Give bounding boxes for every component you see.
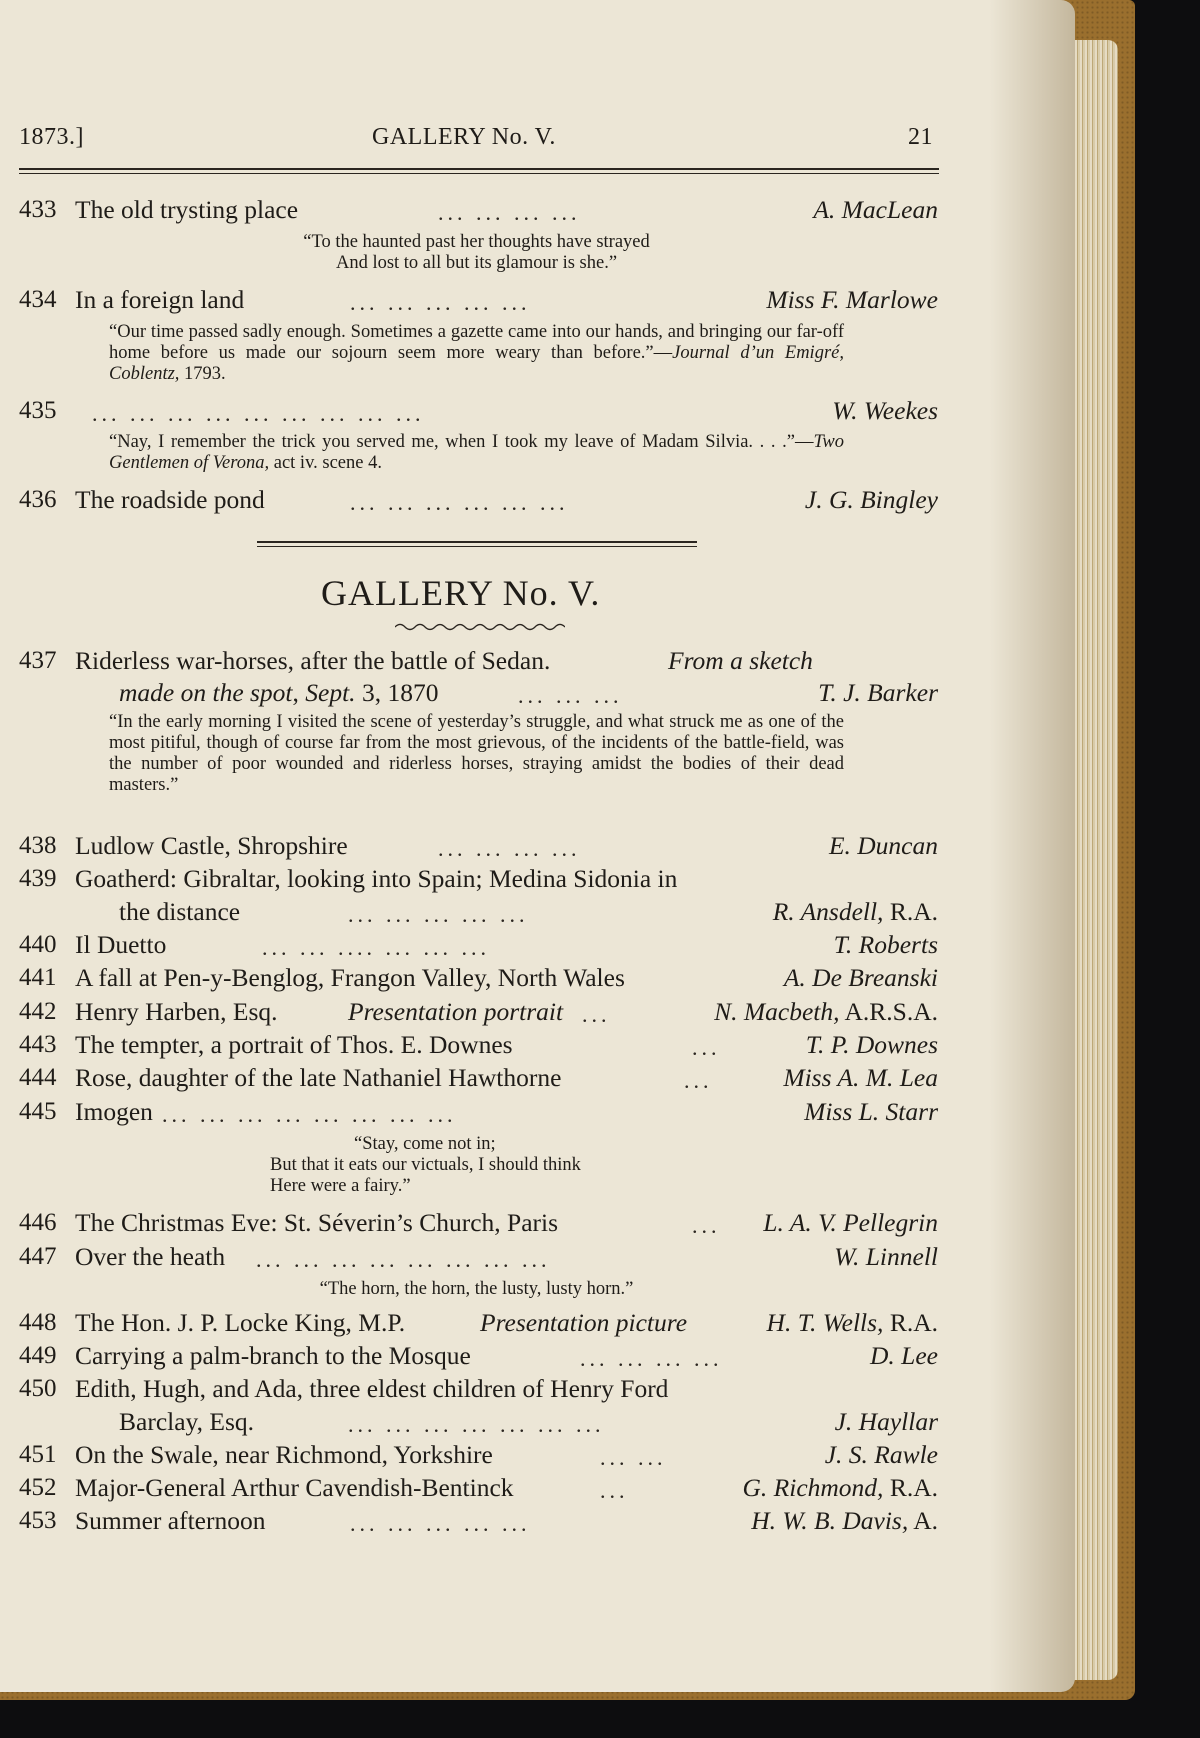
artist-suffix: A.R.S.A.: [839, 997, 938, 1026]
quote-line: “To the haunted past her thoughts have strayed: [303, 232, 650, 252]
entry-number: 449: [19, 1342, 57, 1369]
entry-number: 443: [19, 1031, 57, 1058]
entry-artist: [743, 1473, 939, 1503]
leader-dots: ... ... ... ...: [438, 200, 581, 225]
entry-number: 435: [19, 397, 57, 424]
entry-title: Goatherd: Gibraltar, looking into Spain; Medina Sidonia in: [75, 864, 678, 893]
quote-text: “Nay, I remember the trick you served me, when I took my leave of Madam Silvia. . . .”—: [109, 432, 814, 452]
entry-artist: Miss L. Starr: [804, 1097, 938, 1126]
leader-dots: ... ... ... ... ...: [350, 1511, 531, 1536]
quote-line: And lost to all but its glamour is she.”: [335, 253, 618, 273]
entry-artist: E. Duncan: [828, 831, 938, 860]
leader-dots: ... ... ... ... ... ... ...: [348, 1412, 605, 1437]
entry-number: 446: [19, 1209, 57, 1236]
leader-dots: ... ... ... ...: [438, 836, 581, 861]
entry-number: 438: [19, 832, 57, 859]
header-rule: [19, 168, 939, 170]
entry-artist: [714, 997, 938, 1027]
leader-dots: ... ... ... ... ...: [350, 290, 531, 315]
entry-quote: “In the early morning I visited the scene of yesterday’s struggle, and what struck me as one of the most pitiful, though of course far from the most grievous, of the incidents of the battle-field, was the number of poor wounded and riderless horses, straying amidst the bodies of their dead masters.”: [109, 712, 844, 795]
quote-text: “Our time passed sadly enough. Sometimes a gazette came into our hands, and bringing our far-off home before us made our sojourn seem more weary than before.”—: [109, 322, 844, 363]
entry-title: A fall at Pen-y-Benglog, Frangon Valley, North Wales: [75, 963, 625, 992]
entry-number: 434: [19, 286, 57, 313]
entry-continuation: the distance: [119, 897, 241, 926]
leader-dots: ...: [692, 1035, 721, 1060]
quote-line: Here were a fairy.”: [270, 1176, 411, 1196]
entry-title: Rose, daughter of the late Nathaniel Hawthorne: [75, 1063, 562, 1092]
leader-dots: ...: [692, 1213, 721, 1238]
entry-continuation: [119, 678, 438, 708]
entry-artist: Miss F. Marlowe: [766, 285, 938, 314]
heading-ornament: [395, 622, 565, 632]
quote-line: “Stay, come not in;: [354, 1134, 496, 1154]
leader-dots: ... ... ... ... ... ... ... ...: [162, 1102, 457, 1127]
entry-artist: A. MacLean: [813, 195, 938, 224]
entry-title: Ludlow Castle, Shropshire: [75, 831, 348, 860]
entry-artist: J. Hayllar: [834, 1407, 938, 1436]
artist-name: N. Macbeth,: [714, 997, 840, 1026]
quote-tail: act iv. scene 4.: [269, 453, 382, 473]
artist-suffix: R.A.: [883, 897, 938, 926]
artist-name: H. W. B. Davis,: [751, 1506, 909, 1535]
entry-title: Imogen: [75, 1097, 153, 1126]
entry-number: 451: [19, 1441, 57, 1468]
entry-quote: [109, 1279, 844, 1300]
artist-name: G. Richmond,: [742, 1473, 884, 1502]
leader-dots: ... ... ... ... ... ... ... ... ...: [92, 401, 425, 426]
entry-number: 448: [19, 1309, 57, 1336]
entry-title: The tempter, a portrait of Thos. E. Downes: [75, 1030, 513, 1059]
entry-quote: [260, 1134, 710, 1197]
entry-title: The old trysting place: [75, 195, 299, 224]
leader-dots: ... ... .... ... ... ...: [262, 935, 490, 960]
entry-artist: A. De Breanski: [783, 963, 938, 992]
section-heading: GALLERY No. V.: [321, 573, 601, 613]
entry-number: 436: [19, 486, 57, 513]
cont-italic: made on the spot: [119, 678, 293, 707]
leader-dots: ... ... ... ... ...: [348, 902, 529, 927]
entry-title: In a foreign land: [75, 285, 245, 314]
header-rule-thin: [19, 173, 939, 174]
entry-quote: [109, 232, 844, 274]
entry-artist: L. A. V. Pellegrin: [763, 1208, 938, 1237]
cont-tail: 3, 1870: [355, 678, 439, 707]
entry-title: The Christmas Eve: St. Séverin’s Church, Paris: [75, 1208, 559, 1237]
quote-source: Two Gentlemen of Verona,: [109, 432, 844, 473]
entry-artist: [751, 1506, 938, 1536]
cont-italic: Sept.: [305, 678, 356, 707]
cont-mid: ,: [292, 678, 306, 707]
artist-suffix: R.A.: [883, 1473, 938, 1502]
quote-source: Journal d’un Emigré, Coblentz,: [109, 343, 844, 384]
artist-suffix: R.A.: [883, 1308, 938, 1337]
entry-title: The Hon. J. P. Locke King, M.P.: [75, 1308, 406, 1337]
leader-dots: ... ... ...: [518, 683, 623, 708]
entry-title: On the Swale, near Richmond, Yorkshire: [75, 1440, 493, 1469]
entry-title: Edith, Hugh, and Ada, three eldest children of Henry Ford: [75, 1374, 669, 1403]
artist-suffix: A.: [908, 1506, 938, 1535]
entry-artist: W. Linnell: [834, 1242, 938, 1271]
entry-number: 433: [19, 196, 57, 223]
entry-quote: [109, 432, 844, 474]
entry-number: 452: [19, 1474, 57, 1501]
entry-continuation: Barclay, Esq.: [119, 1407, 255, 1436]
entry-title-italic: From a sketch: [668, 646, 813, 675]
entry-title: Carrying a palm-branch to the Mosque: [75, 1341, 471, 1370]
leader-dots: ...: [600, 1478, 629, 1503]
artist-name: R. Ansdell,: [772, 897, 884, 926]
section-rule-thin: [257, 546, 697, 547]
entry-number: 439: [19, 865, 57, 892]
entry-number: 442: [19, 998, 57, 1025]
leader-dots: ...: [684, 1068, 713, 1093]
entry-title: Riderless war-horses, after the battle of Sedan.: [75, 646, 551, 675]
entry-number: 453: [19, 1507, 57, 1534]
quote-line: “The horn, the horn, the lusty, lusty horn.”: [319, 1279, 634, 1299]
entry-artist: T. Roberts: [833, 930, 938, 959]
section-rule: [257, 541, 697, 543]
quote-line: But that it eats our victuals, I should think: [270, 1155, 581, 1175]
entry-title: Major-General Arthur Cavendish-Bentinck: [75, 1473, 514, 1502]
entry-artist: Miss A. M. Lea: [783, 1063, 938, 1092]
entry-title-italic: Presentation picture: [480, 1308, 688, 1337]
entry-artist: J. G. Bingley: [804, 485, 938, 514]
entry-artist: T. J. Barker: [818, 678, 938, 707]
entry-number: 445: [19, 1098, 57, 1125]
artist-name: H. T. Wells,: [766, 1308, 884, 1337]
entry-artist: D. Lee: [870, 1341, 938, 1370]
leader-dots: ... ... ... ... ... ... ... ...: [256, 1247, 551, 1272]
entry-number: 447: [19, 1243, 57, 1270]
leader-dots: ...: [582, 1002, 611, 1027]
leader-dots: ... ... ... ...: [580, 1346, 723, 1371]
entry-title: Summer afternoon: [75, 1506, 266, 1535]
header-year: 1873.]: [19, 124, 84, 150]
entry-number: 450: [19, 1375, 57, 1402]
quote-tail: 1793.: [179, 364, 226, 384]
page-number: 21: [908, 124, 933, 150]
entry-artist: J. S. Rawle: [824, 1440, 938, 1469]
entry-artist: [773, 897, 938, 927]
entry-number: 440: [19, 931, 57, 958]
entry-artist: T. P. Downes: [805, 1030, 938, 1059]
entry-number: 441: [19, 964, 57, 991]
leader-dots: ... ...: [600, 1445, 667, 1470]
entry-title: The roadside pond: [75, 485, 265, 514]
entry-artist: [767, 1308, 938, 1338]
entry-title: Over the heath: [75, 1242, 226, 1271]
entry-number: 444: [19, 1064, 57, 1091]
entry-number: 437: [19, 647, 57, 674]
entry-quote: [109, 322, 844, 385]
leader-dots: ... ... ... ... ... ...: [350, 490, 569, 515]
entry-title-italic: Presentation portrait: [348, 997, 564, 1026]
entry-artist: W. Weekes: [832, 396, 938, 425]
entry-title: Henry Harben, Esq.: [75, 997, 278, 1026]
header-title: GALLERY No. V.: [372, 124, 556, 150]
entry-title: Il Duetto: [75, 930, 167, 959]
